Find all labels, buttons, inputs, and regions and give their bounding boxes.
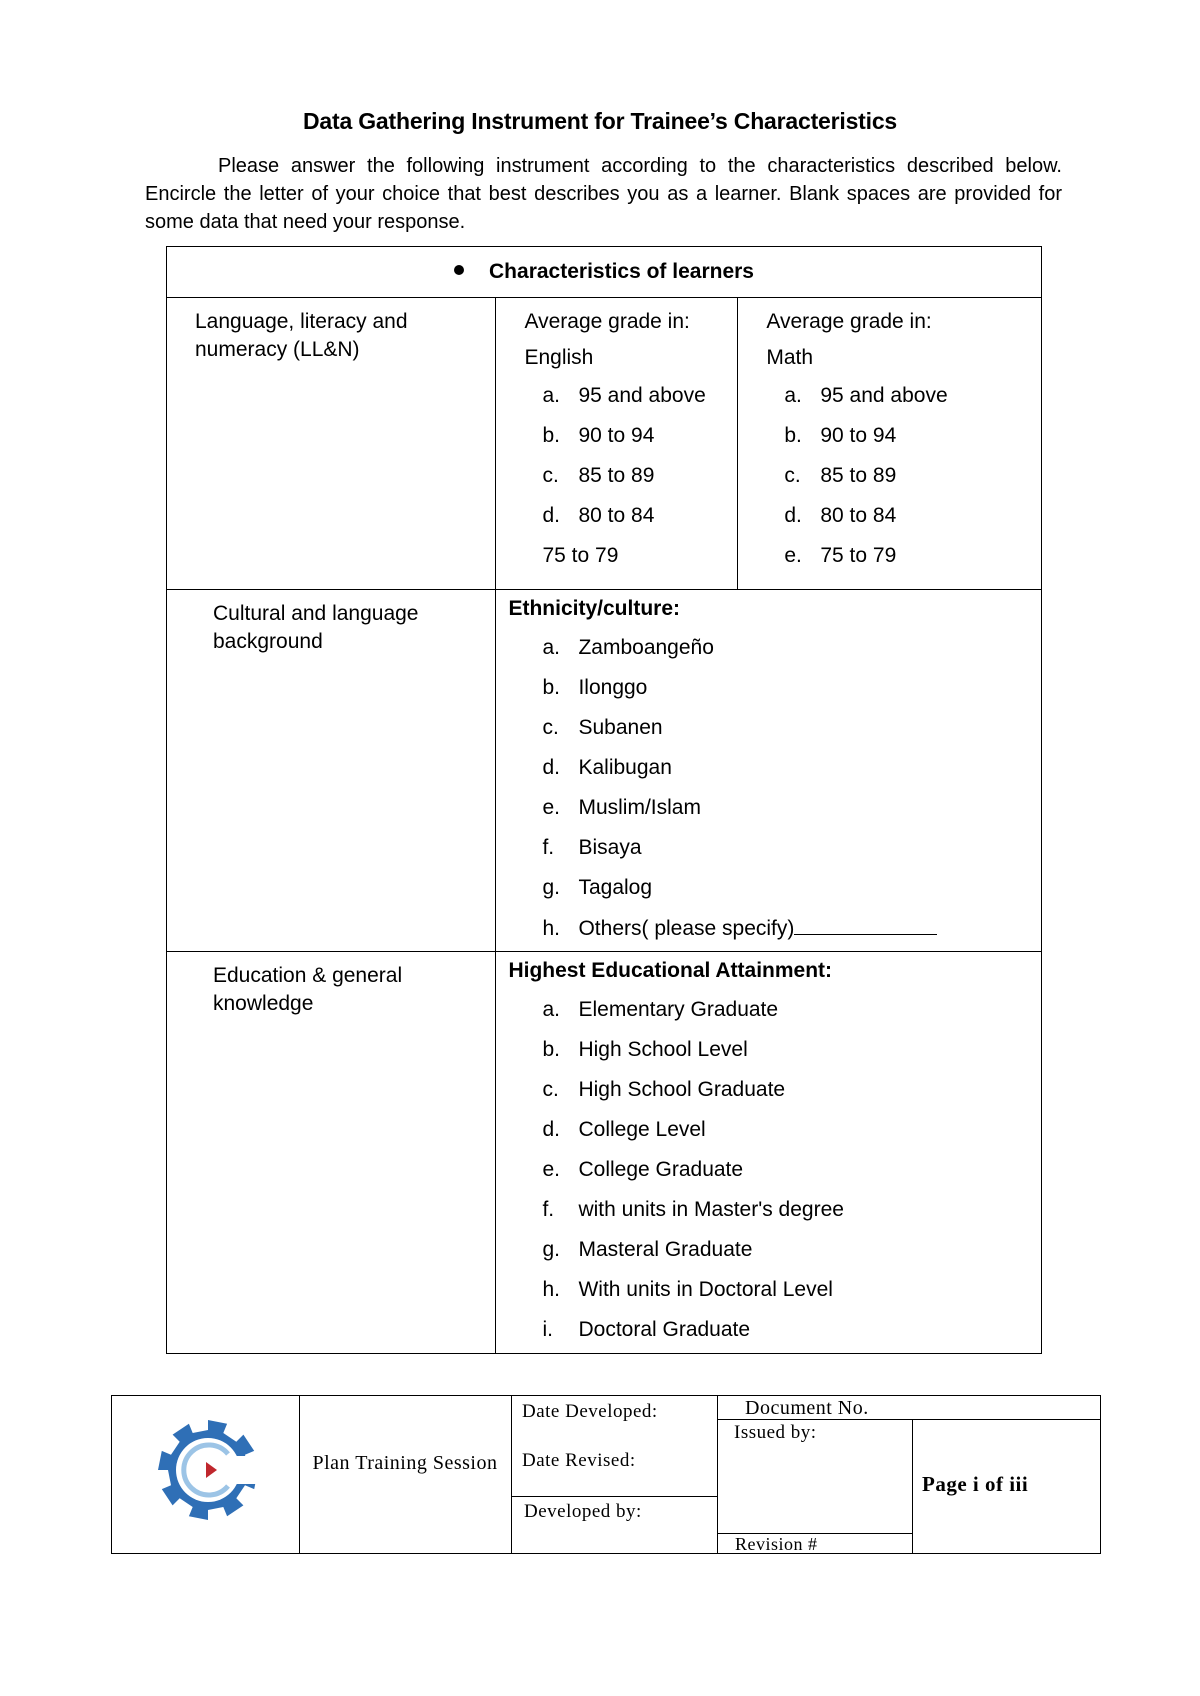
instructions-paragraph: Please answer the following instrument according to the characteristics described below. Encircle the letter of your choice that best describes you as a learner. Blank spaces are provided for some data that need your response. xyxy=(145,155,1062,233)
culture-heading: Ethnicity/culture: xyxy=(508,597,680,620)
education-options-cell xyxy=(496,952,1042,1354)
option-letter: g. xyxy=(542,876,560,899)
lln-label-cell xyxy=(167,298,496,590)
english-options xyxy=(524,376,737,536)
education-options xyxy=(496,990,1041,1350)
option-letter: d. xyxy=(784,504,802,527)
option-letter: c. xyxy=(542,1078,559,1101)
bullet-icon xyxy=(454,265,464,275)
culture-option[interactable] xyxy=(496,868,1041,908)
lln-label: Language, literacy and numeracy (LL&N) xyxy=(195,310,408,361)
option-text: 80 to 84 xyxy=(578,504,655,527)
culture-options xyxy=(496,628,1041,948)
english-subject: English xyxy=(524,346,594,369)
option-letter: c. xyxy=(784,464,801,487)
option-letter: a. xyxy=(784,384,802,407)
math-option[interactable] xyxy=(766,536,1041,576)
english-option[interactable] xyxy=(524,496,737,536)
option-text: Kalibugan xyxy=(578,756,672,779)
option-letter: g. xyxy=(542,1238,560,1261)
option-text: Zamboangeño xyxy=(578,636,714,659)
option-text: High School Level xyxy=(578,1038,748,1061)
culture-option[interactable] xyxy=(496,668,1041,708)
education-option[interactable] xyxy=(496,1150,1041,1190)
date-developed-label: Date Developed: xyxy=(522,1401,658,1422)
option-text: Elementary Graduate xyxy=(578,998,779,1021)
education-option[interactable] xyxy=(496,1310,1041,1350)
option-text: with units in Master's degree xyxy=(578,1198,844,1221)
option-letter: e. xyxy=(542,796,560,819)
option-letter: e. xyxy=(542,1158,560,1181)
culture-label-cell xyxy=(167,590,496,952)
characteristics-table xyxy=(166,246,1042,1354)
option-letter: d. xyxy=(542,504,560,527)
option-text: 85 to 89 xyxy=(820,464,897,487)
option-text: Subanen xyxy=(578,716,663,739)
developed-by-label: Developed by: xyxy=(524,1501,642,1522)
education-option[interactable] xyxy=(496,1190,1041,1230)
english-option[interactable] xyxy=(524,416,737,456)
option-letter: b. xyxy=(784,424,802,447)
table-header xyxy=(167,247,1042,298)
option-letter: c. xyxy=(542,464,559,487)
education-label: Education & general knowledge xyxy=(213,964,403,1015)
education-option[interactable] xyxy=(496,990,1041,1030)
option-letter: d. xyxy=(542,1118,560,1141)
option-text: Ilonggo xyxy=(578,676,648,699)
english-intro: Average grade in: xyxy=(524,310,690,333)
option-letter: b. xyxy=(542,676,560,699)
option-text: 95 and above xyxy=(820,384,948,407)
english-option[interactable] xyxy=(524,376,737,416)
document-title: Data Gathering Instrument for Trainee’s Characteristics xyxy=(303,108,897,134)
option-text: Masteral Graduate xyxy=(578,1238,753,1261)
math-option[interactable] xyxy=(766,496,1041,536)
option-letter: d. xyxy=(542,756,560,779)
option-text: Tagalog xyxy=(578,876,653,899)
english-cell xyxy=(496,298,738,590)
table-header-label: Characteristics of learners xyxy=(489,260,754,283)
document-footer xyxy=(111,1395,1101,1554)
math-intro: Average grade in: xyxy=(766,310,932,333)
option-letter: c. xyxy=(542,716,559,739)
education-option[interactable] xyxy=(496,1110,1041,1150)
math-subject: Math xyxy=(766,346,814,369)
culture-option[interactable] xyxy=(496,708,1041,748)
option-letter: a. xyxy=(542,384,560,407)
education-heading: Highest Educational Attainment: xyxy=(508,959,833,982)
option-letter: b. xyxy=(542,1038,560,1061)
culture-option[interactable] xyxy=(496,828,1041,868)
education-option[interactable] xyxy=(496,1270,1041,1310)
option-letter: f. xyxy=(542,836,555,859)
option-text: Bisaya xyxy=(578,836,642,859)
culture-option[interactable] xyxy=(496,748,1041,788)
option-letter: i. xyxy=(542,1318,553,1341)
education-option[interactable] xyxy=(496,1030,1041,1070)
option-letter: f. xyxy=(542,1198,555,1221)
option-letter: h. xyxy=(542,917,560,940)
option-text: 75 to 79 xyxy=(820,544,897,567)
english-option-last[interactable]: 75 to 79 xyxy=(542,544,619,567)
option-text: 90 to 94 xyxy=(578,424,655,447)
option-text: With units in Doctoral Level xyxy=(578,1278,833,1301)
page-number: Page i of iii xyxy=(922,1472,1029,1496)
option-letter: e. xyxy=(784,544,802,567)
option-text: College Graduate xyxy=(578,1158,744,1181)
option-letter: b. xyxy=(542,424,560,447)
option-letter: a. xyxy=(542,998,560,1021)
option-letter: a. xyxy=(542,636,560,659)
others-blank-line[interactable] xyxy=(794,908,937,935)
education-label-cell xyxy=(167,952,496,1354)
option-text: 80 to 84 xyxy=(820,504,897,527)
education-option[interactable] xyxy=(496,1070,1041,1110)
footer-title: Plan Training Session xyxy=(312,1452,498,1474)
education-option[interactable] xyxy=(496,1230,1041,1270)
option-text: Others( please specify) xyxy=(578,917,795,940)
math-option[interactable] xyxy=(766,456,1041,496)
option-text: High School Graduate xyxy=(578,1078,786,1101)
option-text: 90 to 94 xyxy=(820,424,897,447)
document-no-label: Document No. xyxy=(745,1397,869,1419)
date-revised-label: Date Revised: xyxy=(522,1450,636,1471)
culture-option[interactable] xyxy=(496,628,1041,668)
culture-options-cell xyxy=(496,590,1042,952)
option-letter: h. xyxy=(542,1278,560,1301)
math-options xyxy=(766,376,1041,576)
option-text: Doctoral Graduate xyxy=(578,1318,751,1341)
math-option[interactable] xyxy=(766,416,1041,456)
issued-by-label: Issued by: xyxy=(734,1422,817,1443)
culture-option[interactable] xyxy=(496,788,1041,828)
gear-logo-icon xyxy=(156,1410,260,1530)
option-text: 85 to 89 xyxy=(578,464,655,487)
english-option[interactable] xyxy=(524,456,737,496)
culture-option[interactable] xyxy=(496,908,1041,948)
option-text: 95 and above xyxy=(578,384,706,407)
math-cell xyxy=(738,298,1042,590)
revision-label: Revision # xyxy=(735,1534,818,1554)
option-text: Muslim/Islam xyxy=(578,796,701,819)
math-option[interactable] xyxy=(766,376,1041,416)
option-text: College Level xyxy=(578,1118,706,1141)
culture-label: Cultural and language background xyxy=(213,602,419,653)
